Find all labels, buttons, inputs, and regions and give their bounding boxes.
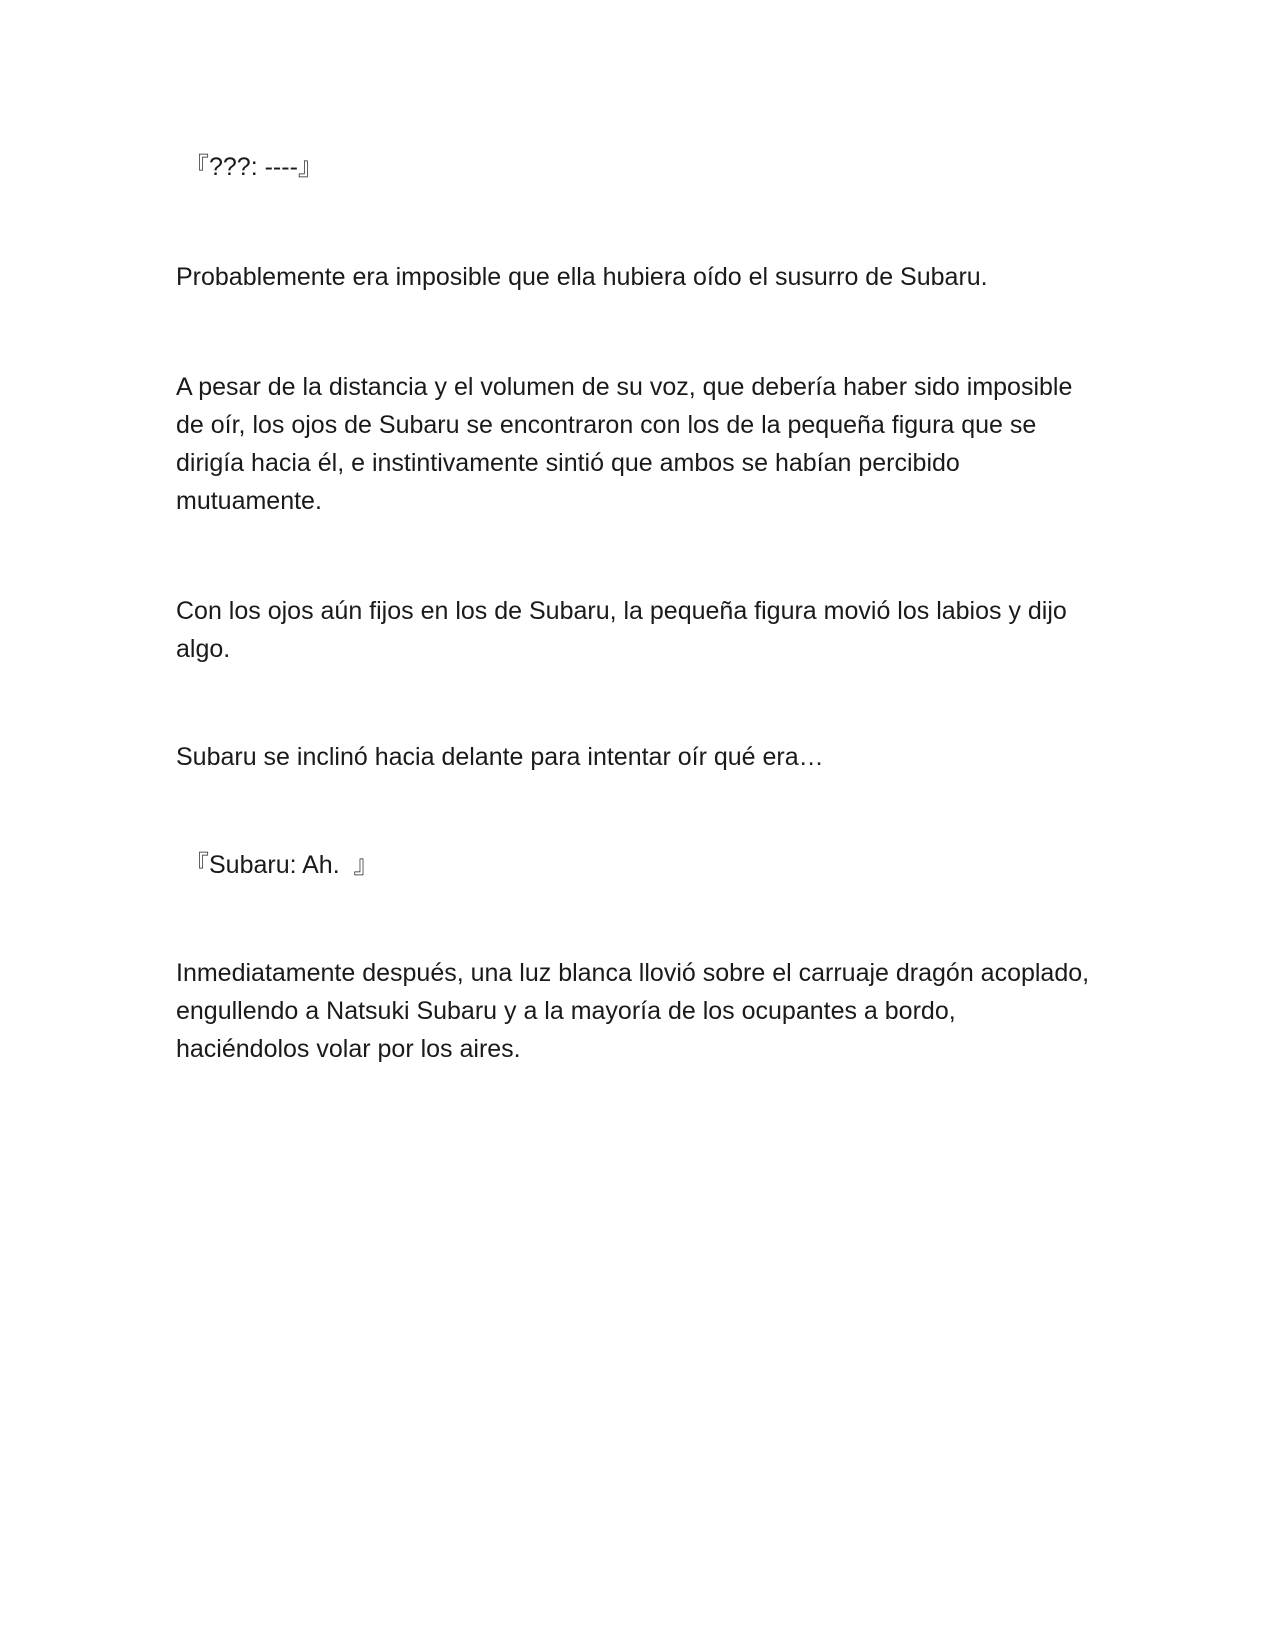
narration-paragraph: Probablemente era imposible que ella hubiera oído el susurro de Subaru. (176, 263, 988, 291)
document-body (176, 148, 1096, 1068)
narration-paragraph: Subaru se inclinó hacia delante para intentar oír qué era… (176, 743, 824, 771)
narration-paragraph: Inmediatamente después, una luz blanca llovió sobre el carruaje dragón acoplado, engullendo a Natsuki Subaru y a la mayoría de los ocupantes a bordo, haciéndolos volar por los aires. (176, 959, 1097, 1063)
narration-paragraph: Con los ojos aún fijos en los de Subaru, la pequeña figura movió los labios y dijo algo. (176, 597, 1074, 663)
dialogue-line: 『Subaru: Ah. 』 (184, 851, 379, 879)
narration-paragraph: A pesar de la distancia y el volumen de su voz, que debería haber sido imposible de oír, los ojos de Subaru se encontraron con los de la pequeña figura que se dirigía hacia él, e instintivamente sintió que ambos se habían percibido mutuamente. (176, 373, 1080, 515)
dialogue-line: 『???: ----』 (184, 153, 323, 181)
